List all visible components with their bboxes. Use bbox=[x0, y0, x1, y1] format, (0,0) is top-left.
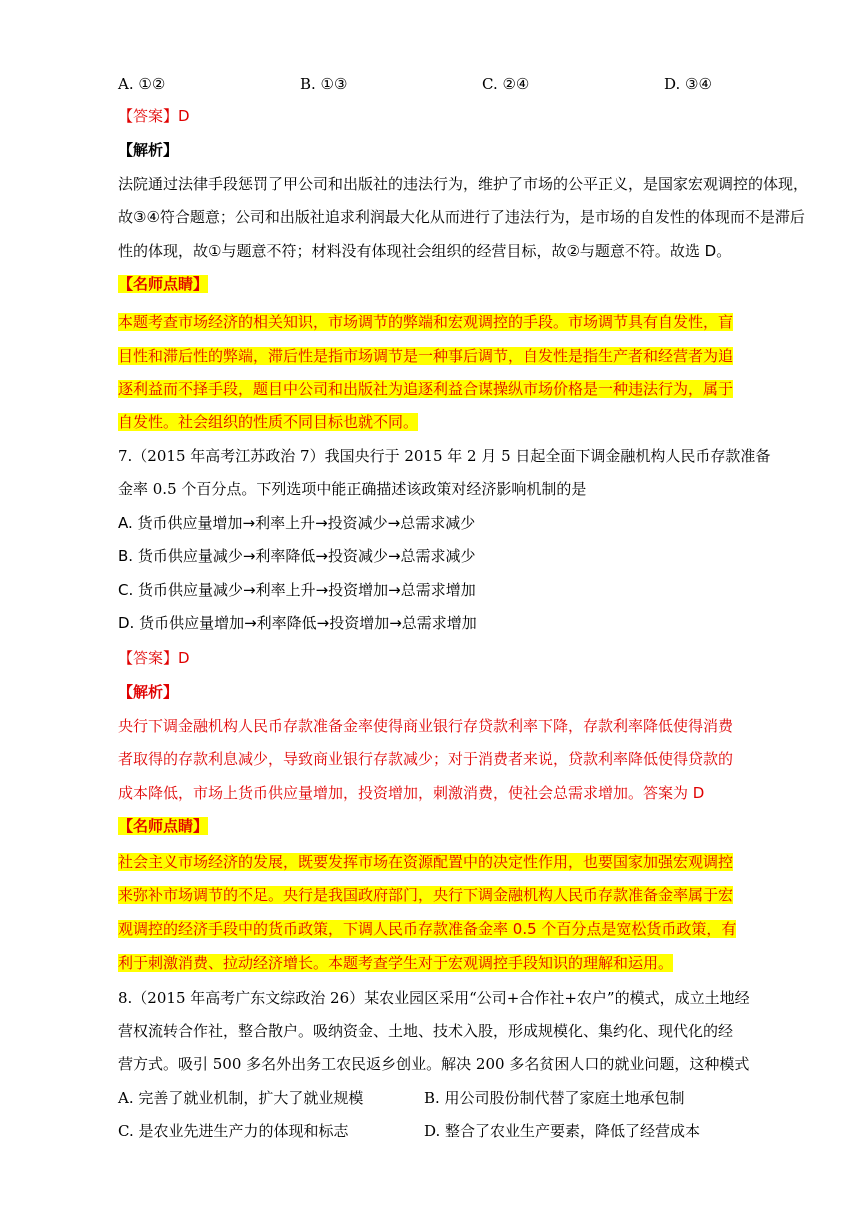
q8-stem-line: 8.（2015 年高考广东文综政治 26）某农业园区采用“公司+合作社+农户”的模式，成立土地经 bbox=[118, 989, 750, 1007]
q7-answer: 【答案】D bbox=[118, 649, 190, 667]
q7-option-d: D. 货币供应量增加→利率降低→投资增加→总需求增加 bbox=[118, 614, 477, 632]
q6-tip-line: 逐利益而不择手段，题目中公司和出版社为追逐利益合谋操纵市场价格是一种违法行为，属于 bbox=[118, 380, 734, 398]
option-b: B. ①③ bbox=[300, 75, 348, 93]
q6-analysis-line: 故③④符合题意；公司和出版社追求利润最大化从而进行了违法行为，是市场的自发性的体现而不是滞后 bbox=[118, 208, 805, 226]
q7-tip-line: 来弥补市场调节的不足。央行是我国政府部门，央行下调金融机构人民币存款准备金率属于宏 bbox=[118, 886, 734, 904]
q6-tip-label: 【名师点睛】 bbox=[118, 275, 209, 293]
q6-analysis-line: 性的体现，故①与题意不符；材料没有体现社会组织的经营目标，故②与题意不符。故选 D。 bbox=[118, 242, 732, 260]
q7-stem-line: 7.（2015 年高考江苏政治 7）我国央行于 2015 年 2 月 5 日起全面下调金融机构人民币存款准备 bbox=[118, 447, 771, 465]
q8-stem-line: 营权流转合作社，整合散户。吸纳资金、土地、技术入股，形成规模化、集约化、现代化的经 bbox=[118, 1022, 734, 1040]
q6-tip-line: 目性和滞后性的弊端，滞后性是指市场调节是一种事后调节，自发性是指生产者和经营者为追 bbox=[118, 347, 734, 365]
q7-analysis-label: 【解析】 bbox=[118, 683, 179, 701]
q7-tip-line: 利于刺激消费、拉动经济增长。本题考查学生对于宏观调控手段知识的理解和运用。 bbox=[118, 954, 674, 972]
q7-analysis-line: 成本降低，市场上货币供应量增加，投资增加，刺激消费，使社会总需求增加。答案为 D bbox=[118, 784, 705, 802]
q7-option-c: C. 货币供应量减少→利率上升→投资增加→总需求增加 bbox=[118, 581, 476, 599]
q8-option-d: D. 整合了农业生产要素，降低了经营成本 bbox=[424, 1122, 701, 1140]
q6-answer: 【答案】D bbox=[118, 107, 190, 125]
q7-tip-line: 观调控的经济手段中的货币政策，下调人民币存款准备金率 0.5 个百分点是宽松货币政策，有 bbox=[118, 920, 737, 938]
q6-analysis-line: 法院通过法律手段惩罚了甲公司和出版社的违法行为，维护了市场的公平正义，是国家宏观调控的体现， bbox=[118, 175, 809, 193]
q7-tip-label: 【名师点睛】 bbox=[118, 817, 209, 835]
q7-option-a: A. 货币供应量增加→利率上升→投资减少→总需求减少 bbox=[118, 514, 476, 532]
q6-tip-line: 自发性。社会组织的性质不同目标也就不同。 bbox=[118, 413, 419, 431]
q8-stem-line: 营方式。吸引 500 多名外出务工农民返乡创业。解决 200 多名贫困人口的就业问题，这种模式 bbox=[118, 1055, 750, 1073]
q8-option-c: C. 是农业先进生产力的体现和标志 bbox=[118, 1122, 349, 1140]
q6-tip-line: 本题考查市场经济的相关知识，市场调节的弊端和宏观调控的手段。市场调节具有自发性，盲 bbox=[118, 313, 734, 331]
option-a: A. ①② bbox=[118, 75, 166, 93]
q6-analysis-label: 【解析】 bbox=[118, 141, 179, 159]
q7-analysis-line: 央行下调金融机构人民币存款准备金率使得商业银行存贷款利率下降，存款利率降低使得消费 bbox=[118, 717, 734, 735]
q7-tip-line: 社会主义市场经济的发展，既要发挥市场在资源配置中的决定性作用，也要国家加强宏观调控 bbox=[118, 853, 734, 871]
option-d: D. ③④ bbox=[664, 75, 712, 93]
q7-stem-line: 金率 0.5 个百分点。下列选项中能正确描述该政策对经济影响机制的是 bbox=[118, 480, 587, 498]
q8-option-b: B. 用公司股份制代替了家庭土地承包制 bbox=[424, 1089, 685, 1107]
q7-analysis-line: 者取得的存款利息减少，导致商业银行存款减少；对于消费者来说，贷款利率降低使得贷款的 bbox=[118, 750, 734, 768]
q8-option-a: A. 完善了就业机制，扩大了就业规模 bbox=[118, 1089, 364, 1107]
option-c: C. ②④ bbox=[482, 75, 530, 93]
q7-option-b: B. 货币供应量减少→利率降低→投资减少→总需求减少 bbox=[118, 547, 476, 565]
